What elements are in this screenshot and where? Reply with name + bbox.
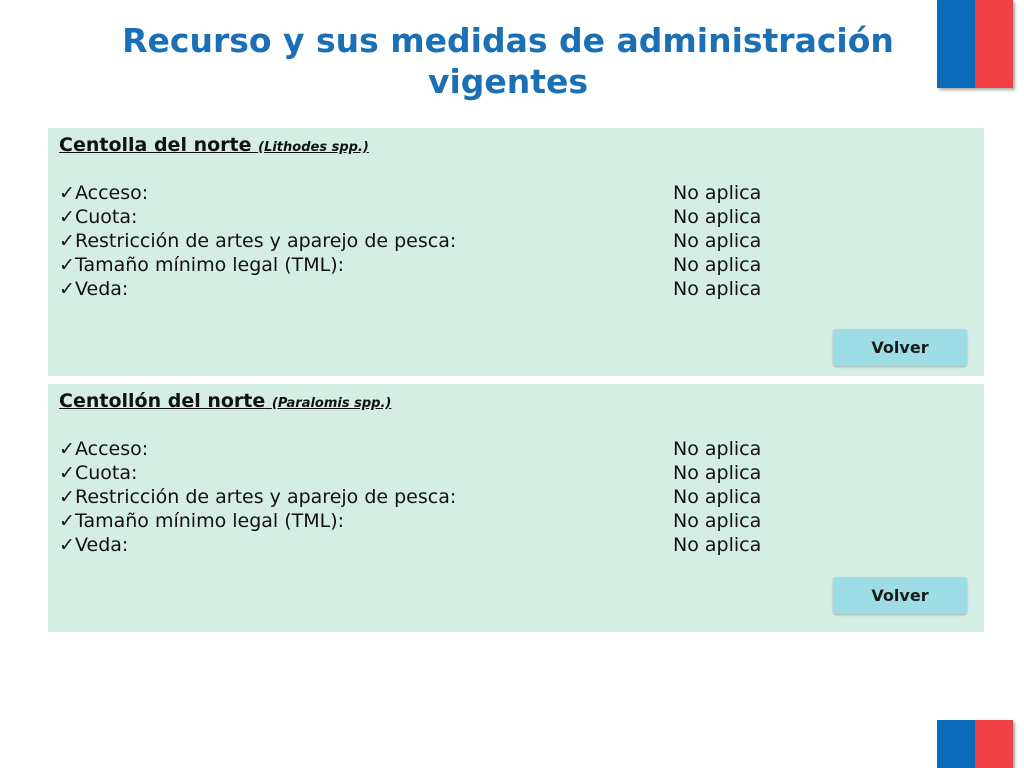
measure-label: Restricción de artes y aparejo de pesca: [75, 230, 457, 252]
flag-red-stripe [975, 0, 1013, 88]
list-item [59, 277, 819, 301]
measure-value: No aplica [673, 510, 762, 532]
checkmark-icon: ✓ [59, 510, 75, 532]
checkmark-icon: ✓ [59, 438, 75, 460]
measure-label: Veda: [75, 278, 129, 300]
list-item [59, 437, 819, 461]
measure-label: Restricción de artes y aparejo de pesca: [75, 486, 457, 508]
species-heading [59, 134, 369, 156]
checkmark-icon: ✓ [59, 486, 75, 508]
flag-blue-stripe [937, 720, 975, 768]
measures-list [59, 181, 819, 301]
measure-value: No aplica [673, 206, 762, 228]
list-item [59, 253, 819, 277]
checkmark-icon: ✓ [59, 254, 75, 276]
checkmark-icon: ✓ [59, 462, 75, 484]
checkmark-icon: ✓ [59, 206, 75, 228]
measure-label: Acceso: [75, 182, 149, 204]
measure-label: Acceso: [75, 438, 149, 460]
scientific-name: (Lithodes spp.) [258, 140, 369, 155]
species-name: Centollón del norte [59, 390, 266, 412]
measure-label: Tamaño mínimo legal (TML): [75, 254, 345, 276]
volver-button[interactable]: Volver [833, 329, 967, 366]
list-item [59, 229, 819, 253]
flag-logo-top [937, 0, 1013, 88]
flag-logo-bottom [937, 720, 1013, 768]
species-panel-centolla [48, 128, 984, 376]
checkmark-icon: ✓ [59, 278, 75, 300]
measure-label: Cuota: [75, 462, 138, 484]
species-name: Centolla del norte [59, 134, 252, 156]
measure-value: No aplica [673, 230, 762, 252]
list-item [59, 461, 819, 485]
measure-value: No aplica [673, 278, 762, 300]
list-item [59, 485, 819, 509]
list-item [59, 205, 819, 229]
measures-list [59, 437, 819, 557]
measure-value: No aplica [673, 462, 762, 484]
measure-value: No aplica [673, 254, 762, 276]
list-item [59, 533, 819, 557]
measure-value: No aplica [673, 438, 762, 460]
measure-value: No aplica [673, 182, 762, 204]
list-item [59, 509, 819, 533]
species-heading [59, 390, 391, 412]
measure-value: No aplica [673, 486, 762, 508]
checkmark-icon: ✓ [59, 182, 75, 204]
measure-label: Cuota: [75, 206, 138, 228]
measure-label: Tamaño mínimo legal (TML): [75, 510, 345, 532]
checkmark-icon: ✓ [59, 534, 75, 556]
measure-value: No aplica [673, 534, 762, 556]
volver-button[interactable]: Volver [833, 577, 967, 614]
species-panel-centollon [48, 384, 984, 632]
flag-blue-stripe [937, 0, 975, 88]
measure-label: Veda: [75, 534, 129, 556]
checkmark-icon: ✓ [59, 230, 75, 252]
list-item [59, 181, 819, 205]
flag-red-stripe [975, 720, 1013, 768]
scientific-name: (Paralomis spp.) [271, 396, 392, 411]
page-title: Recurso y sus medidas de administración vigentes [122, 21, 894, 101]
